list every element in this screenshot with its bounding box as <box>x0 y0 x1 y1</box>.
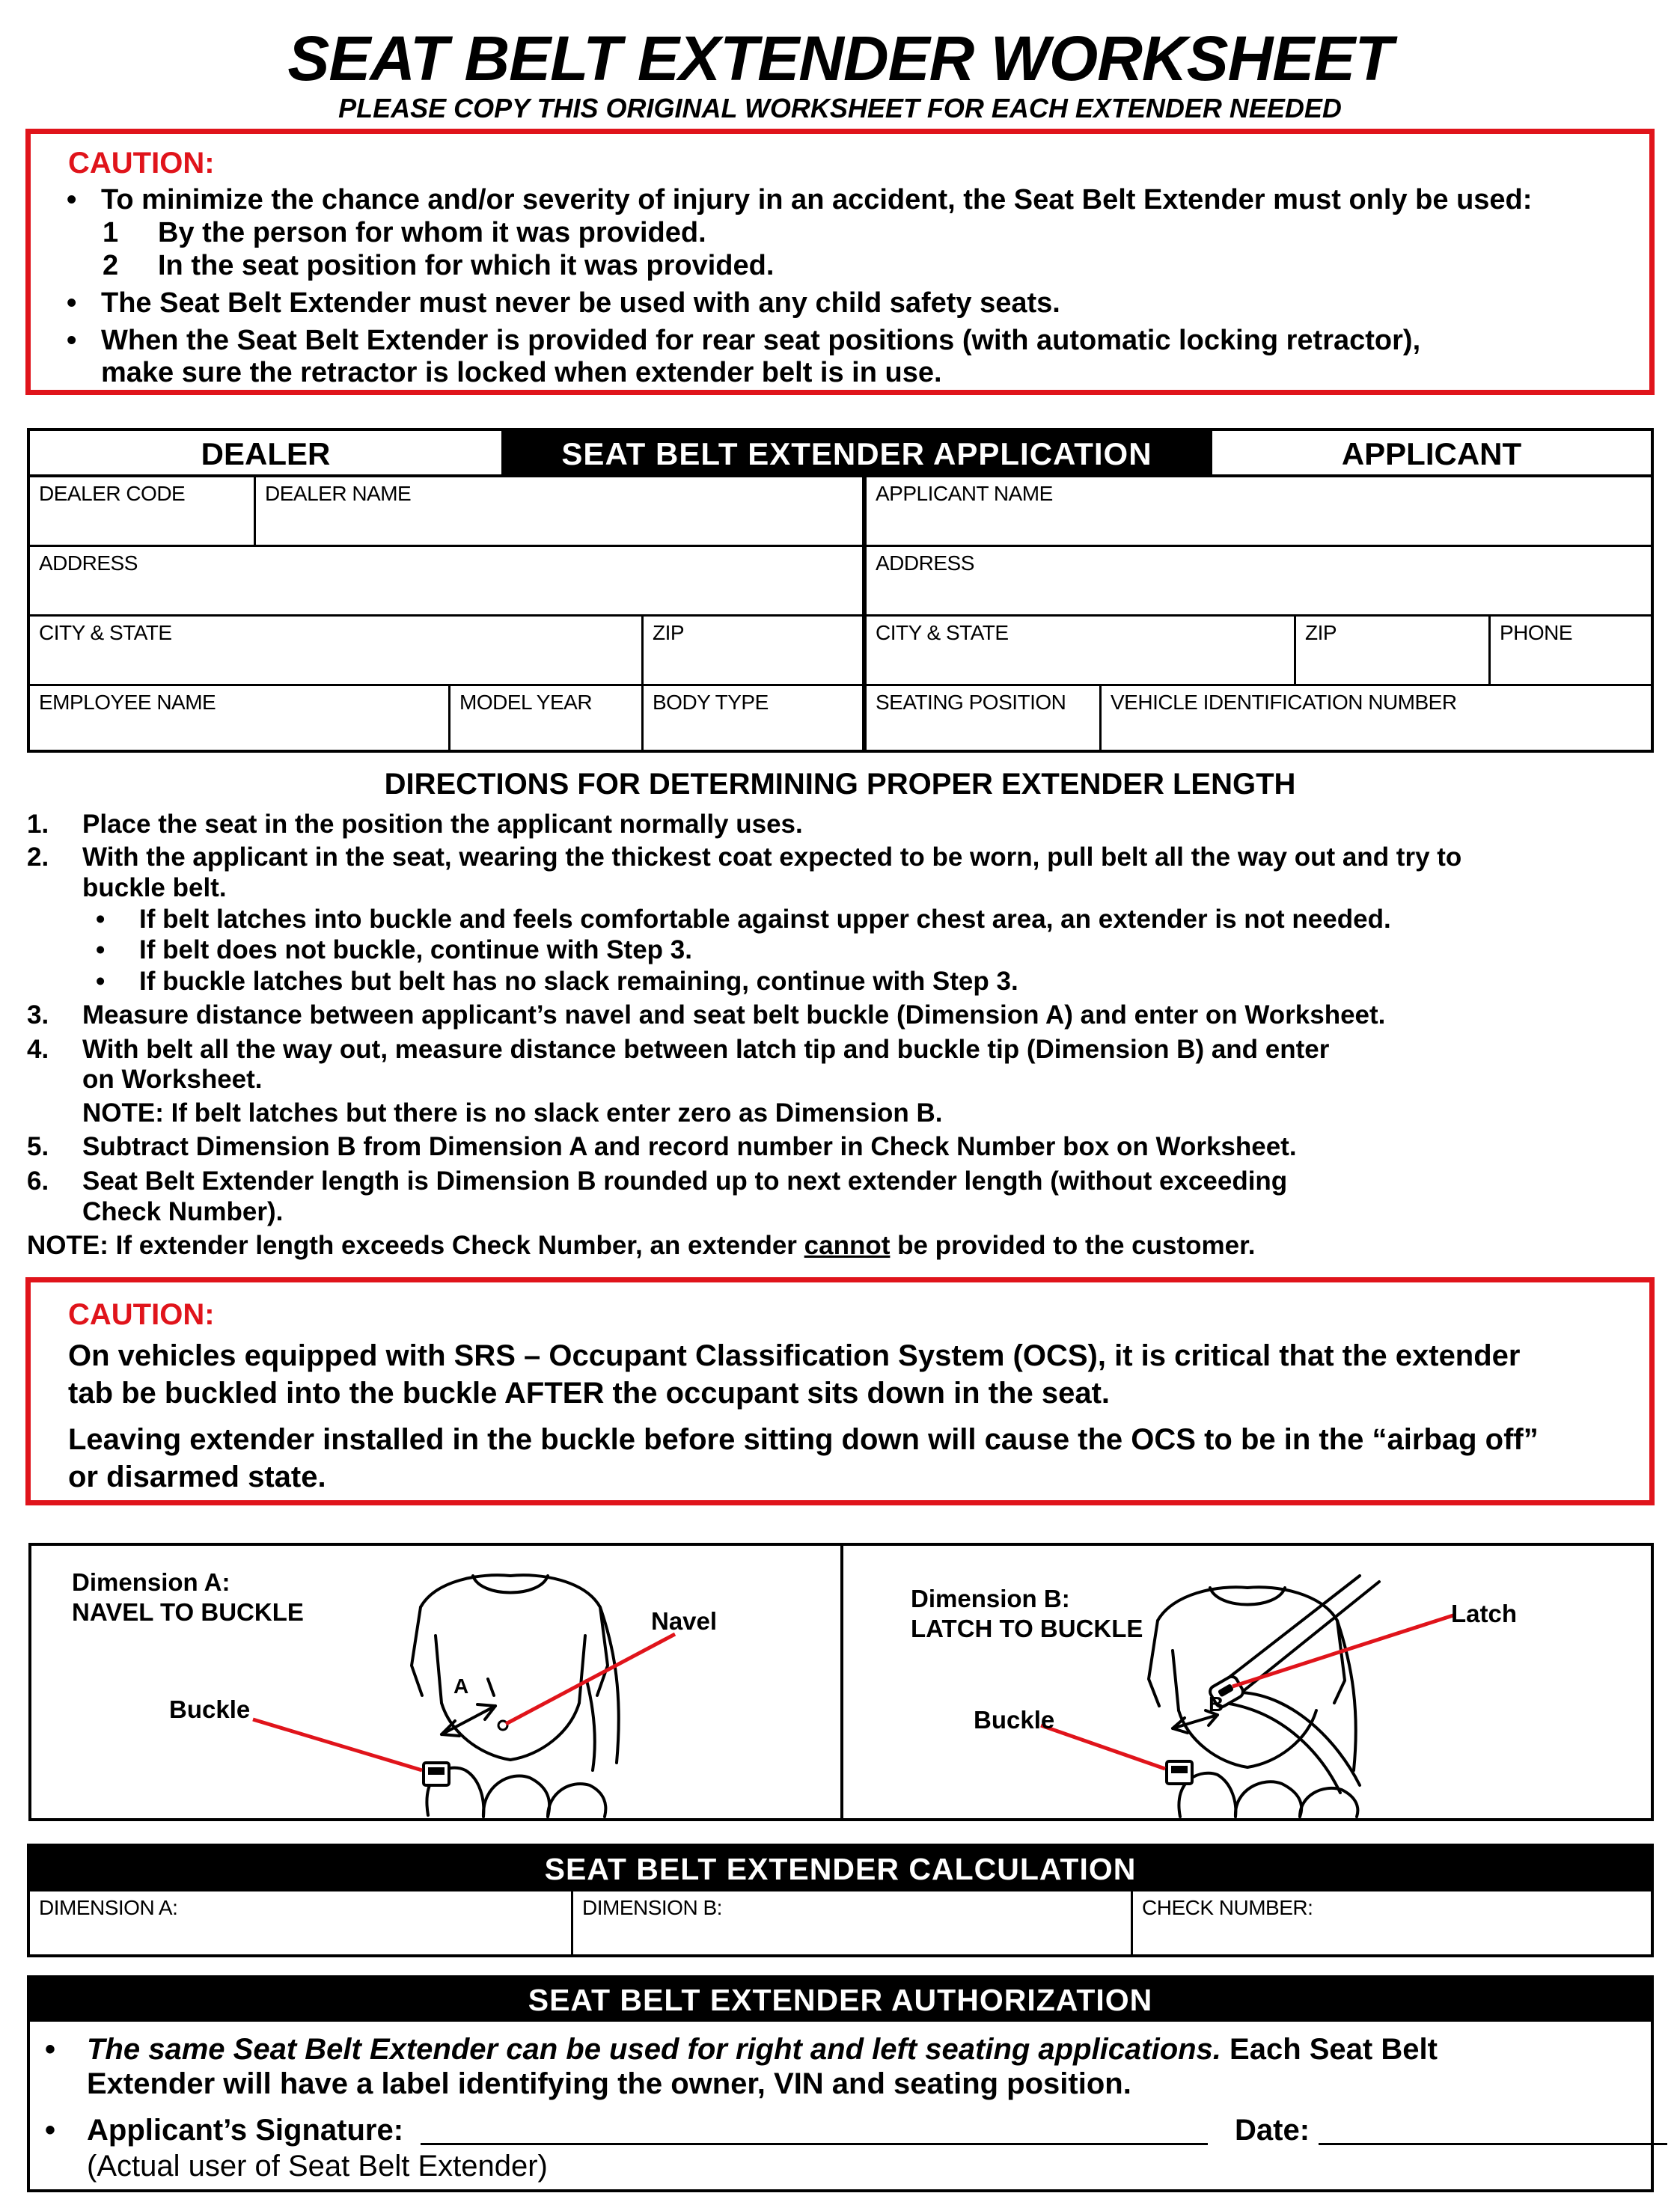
navel-label: Navel <box>651 1607 718 1635</box>
caution-ocs-p2-line2: or disarmed state. <box>68 1461 326 1493</box>
caution-ocs-p2-line1: Leaving extender installed in the buckle before sitting down will cause the OCS to be in the “airbag off” <box>68 1423 1539 1456</box>
step-5: Subtract Dimension B from Dimension A and record number in Check Number box on Worksheet. <box>82 1132 1297 1161</box>
applicant-zip-field[interactable] <box>1296 617 1491 686</box>
authorization-section <box>27 1975 1654 2192</box>
phone-label: PHONE <box>1500 621 1573 644</box>
seating-position-label: SEATING POSITION <box>876 691 1066 714</box>
step-3: Measure distance between applicant’s navel and seat belt buckle (Dimension A) and enter on Worksheet. <box>82 1000 1386 1030</box>
buckle-label-b: Buckle <box>974 1706 1055 1734</box>
authorization-bullet-1-mark: • <box>45 2033 56 2066</box>
dimension-a-title: Dimension A: <box>72 1568 230 1596</box>
dimension-a-letter: A <box>453 1675 469 1698</box>
signature-line[interactable] <box>421 2143 1208 2145</box>
applicant-name-label: APPLICANT NAME <box>876 482 1053 505</box>
employee-name-label: EMPLOYEE NAME <box>39 691 216 714</box>
caution-ocs-p1-line1: On vehicles equipped with SRS – Occupant Classification System (OCS), it is critical that the extender <box>68 1339 1521 1372</box>
dealer-name-field[interactable] <box>256 477 867 547</box>
signature-label: Applicant’s Signature: <box>87 2114 404 2147</box>
label-note: Each Seat Belt <box>1221 2033 1438 2066</box>
note-cannot: cannot <box>804 1231 891 1260</box>
check-number-label: CHECK NUMBER: <box>1142 1896 1313 1919</box>
calculation-header: SEAT BELT EXTENDER CALCULATION <box>30 1847 1651 1891</box>
directions-note <box>27 1230 1256 1261</box>
check-number-field[interactable] <box>1133 1891 1651 1954</box>
date-line[interactable] <box>1319 2143 1667 2145</box>
step-3-num: 3. <box>27 1000 49 1030</box>
navel-to-buckle-figure <box>31 1546 840 1818</box>
caution-bullet-1: To minimize the chance and/or severity of injury in an accident, the Seat Belt Extender must only be used: <box>101 184 1533 215</box>
step-6-num: 6. <box>27 1166 49 1196</box>
dealer-code-field[interactable] <box>30 477 256 547</box>
caution-ocs-heading: CAUTION: <box>68 1298 215 1331</box>
applicant-city-state-label: CITY & STATE <box>876 621 1009 644</box>
directions-title: DIRECTIONS FOR DETERMINING PROPER EXTENDER LENGTH <box>384 768 1296 801</box>
dealer-name-label: DEALER NAME <box>265 482 412 505</box>
caution-item-1-num: 1 <box>103 217 119 248</box>
date-label: Date: <box>1235 2114 1310 2147</box>
dealer-city-state-field[interactable] <box>30 617 644 686</box>
dimension-a-field[interactable] <box>30 1891 573 1954</box>
page-subtitle: PLEASE COPY THIS ORIGINAL WORKSHEET FOR EACH EXTENDER NEEDED <box>338 93 1342 123</box>
caution-item-1: By the person for whom it was provided. <box>158 217 706 248</box>
dealer-address-field[interactable] <box>30 547 867 617</box>
step-2-bullet-3: If buckle latches but belt has no slack remaining, continue with Step 3. <box>139 967 1018 996</box>
step-2-bullet-2-mark: • <box>96 935 106 964</box>
dimension-b-label: DIMENSION B: <box>582 1896 722 1919</box>
navel-pointer <box>506 1634 675 1724</box>
caution-bullet-3-line1: When the Seat Belt Extender is provided for rear seat positions (with automatic locking retractor), <box>101 325 1421 356</box>
applicant-address-label: ADDRESS <box>876 551 974 575</box>
caution-bullet-3-line2: make sure the retractor is locked when extender belt is in use. <box>101 357 942 388</box>
buckle-shape-b <box>1167 1761 1192 1784</box>
vin-field[interactable] <box>1102 686 1651 750</box>
applicant-zip-label: ZIP <box>1305 621 1337 644</box>
model-year-field[interactable] <box>450 686 644 750</box>
signature-note: (Actual user of Seat Belt Extender) <box>87 2150 548 2183</box>
step-4-line1: With belt all the way out, measure distance between latch tip and buckle tip (Dimension B) and enter <box>82 1035 1330 1064</box>
caution-box-ocs <box>25 1277 1655 1505</box>
body-type-field[interactable] <box>644 686 867 750</box>
dimension-b-letter: B <box>1209 1692 1224 1716</box>
buckle-pointer-b <box>1041 1725 1165 1769</box>
caution-bullet-2: The Seat Belt Extender must never be used with any child safety seats. <box>101 287 1060 319</box>
note-suffix: be provided to the customer. <box>890 1231 1256 1260</box>
authorization-header: SEAT BELT EXTENDER AUTHORIZATION <box>30 1978 1651 2022</box>
page-title: SEAT BELT EXTENDER WORKSHEET <box>287 23 1393 94</box>
dimension-b-panel <box>843 1546 1651 1818</box>
authorization-bullet-1-line2: Extender will have a label identifying the owner, VIN and seating position. <box>87 2067 1131 2100</box>
caution-ocs-p1-line2: tab be buckled into the buckle AFTER the occupant sits down in the seat. <box>68 1377 1111 1410</box>
step-2-bullet-1: If belt latches into buckle and feels comfortable against upper chest area, an extender is not needed. <box>139 905 1391 934</box>
dealer-zip-label: ZIP <box>653 621 685 644</box>
same-extender-note: The same Seat Belt Extender can be used for right and left seating applications. <box>87 2033 1221 2066</box>
dealer-address-label: ADDRESS <box>39 551 138 575</box>
step-6-line1: Seat Belt Extender length is Dimension B rounded up to next extender length (without exceeding <box>82 1166 1288 1196</box>
step-1-num: 1. <box>27 810 49 839</box>
step-6-line2: Check Number). <box>82 1197 284 1226</box>
dimension-a-label: DIMENSION A: <box>39 1896 178 1919</box>
calculation-section <box>27 1844 1654 1957</box>
step-5-num: 5. <box>27 1132 49 1161</box>
step-2-line1: With the applicant in the seat, wearing the thickest coat expected to be worn, pull belt all the way out and try to <box>82 842 1462 872</box>
buckle-pointer-a <box>253 1719 422 1770</box>
dimension-b-field[interactable] <box>573 1891 1133 1954</box>
latch-label: Latch <box>1451 1600 1518 1627</box>
phone-field[interactable] <box>1491 617 1651 686</box>
dimension-a-subtitle: NAVEL TO BUCKLE <box>72 1598 304 1626</box>
dimension-b-subtitle: LATCH TO BUCKLE <box>911 1615 1143 1642</box>
caution-heading: CAUTION: <box>68 147 215 180</box>
dealer-city-state-label: CITY & STATE <box>39 621 172 644</box>
caution-bullet-3-mark: • <box>67 325 77 356</box>
application-form <box>27 428 1654 753</box>
caution-bullet-1-mark: • <box>67 184 77 215</box>
step-4-note: NOTE: If belt latches but there is no slack enter zero as Dimension B. <box>82 1098 943 1128</box>
dealer-header: DEALER <box>30 431 501 477</box>
step-2-bullet-1-mark: • <box>96 905 106 934</box>
dimension-illustrations <box>28 1543 1654 1821</box>
application-header: SEAT BELT EXTENDER APPLICATION <box>501 431 1212 477</box>
employee-name-field[interactable] <box>30 686 450 750</box>
step-2-num: 2. <box>27 842 49 872</box>
caution-item-2: In the seat position for which it was provided. <box>158 250 775 281</box>
dealer-code-label: DEALER CODE <box>39 482 186 505</box>
caution-item-2-num: 2 <box>103 250 119 281</box>
buckle-label-a: Buckle <box>169 1695 251 1723</box>
dimension-a-panel <box>31 1546 840 1818</box>
authorization-bullet-1 <box>87 2032 1438 2067</box>
body-type-label: BODY TYPE <box>653 691 769 714</box>
seating-position-field[interactable] <box>867 686 1102 750</box>
step-1: Place the seat in the position the applicant normally uses. <box>82 810 803 839</box>
dimension-b-title: Dimension B: <box>911 1585 1070 1612</box>
applicant-name-field[interactable] <box>867 477 1651 547</box>
vin-label: VEHICLE IDENTIFICATION NUMBER <box>1111 691 1457 714</box>
dealer-zip-field[interactable] <box>644 617 867 686</box>
model-year-label: MODEL YEAR <box>459 691 593 714</box>
applicant-header: APPLICANT <box>1212 431 1651 477</box>
applicant-city-state-field[interactable] <box>867 617 1296 686</box>
latch-to-buckle-figure <box>843 1546 1651 1818</box>
step-2-bullet-2: If belt does not buckle, continue with Step 3. <box>139 935 692 964</box>
step-2-line2: buckle belt. <box>82 873 227 902</box>
caution-box-top <box>25 129 1655 395</box>
step-4-line2: on Worksheet. <box>82 1065 263 1094</box>
note-prefix: NOTE: If extender length exceeds Check Number, an extender <box>27 1231 804 1260</box>
authorization-bullet-2-mark: • <box>45 2114 56 2147</box>
buckle-shape-a <box>424 1763 449 1785</box>
step-4-num: 4. <box>27 1035 49 1064</box>
step-2-bullet-3-mark: • <box>96 967 106 996</box>
caution-bullet-2-mark: • <box>67 287 77 319</box>
applicant-address-field[interactable] <box>867 547 1651 617</box>
